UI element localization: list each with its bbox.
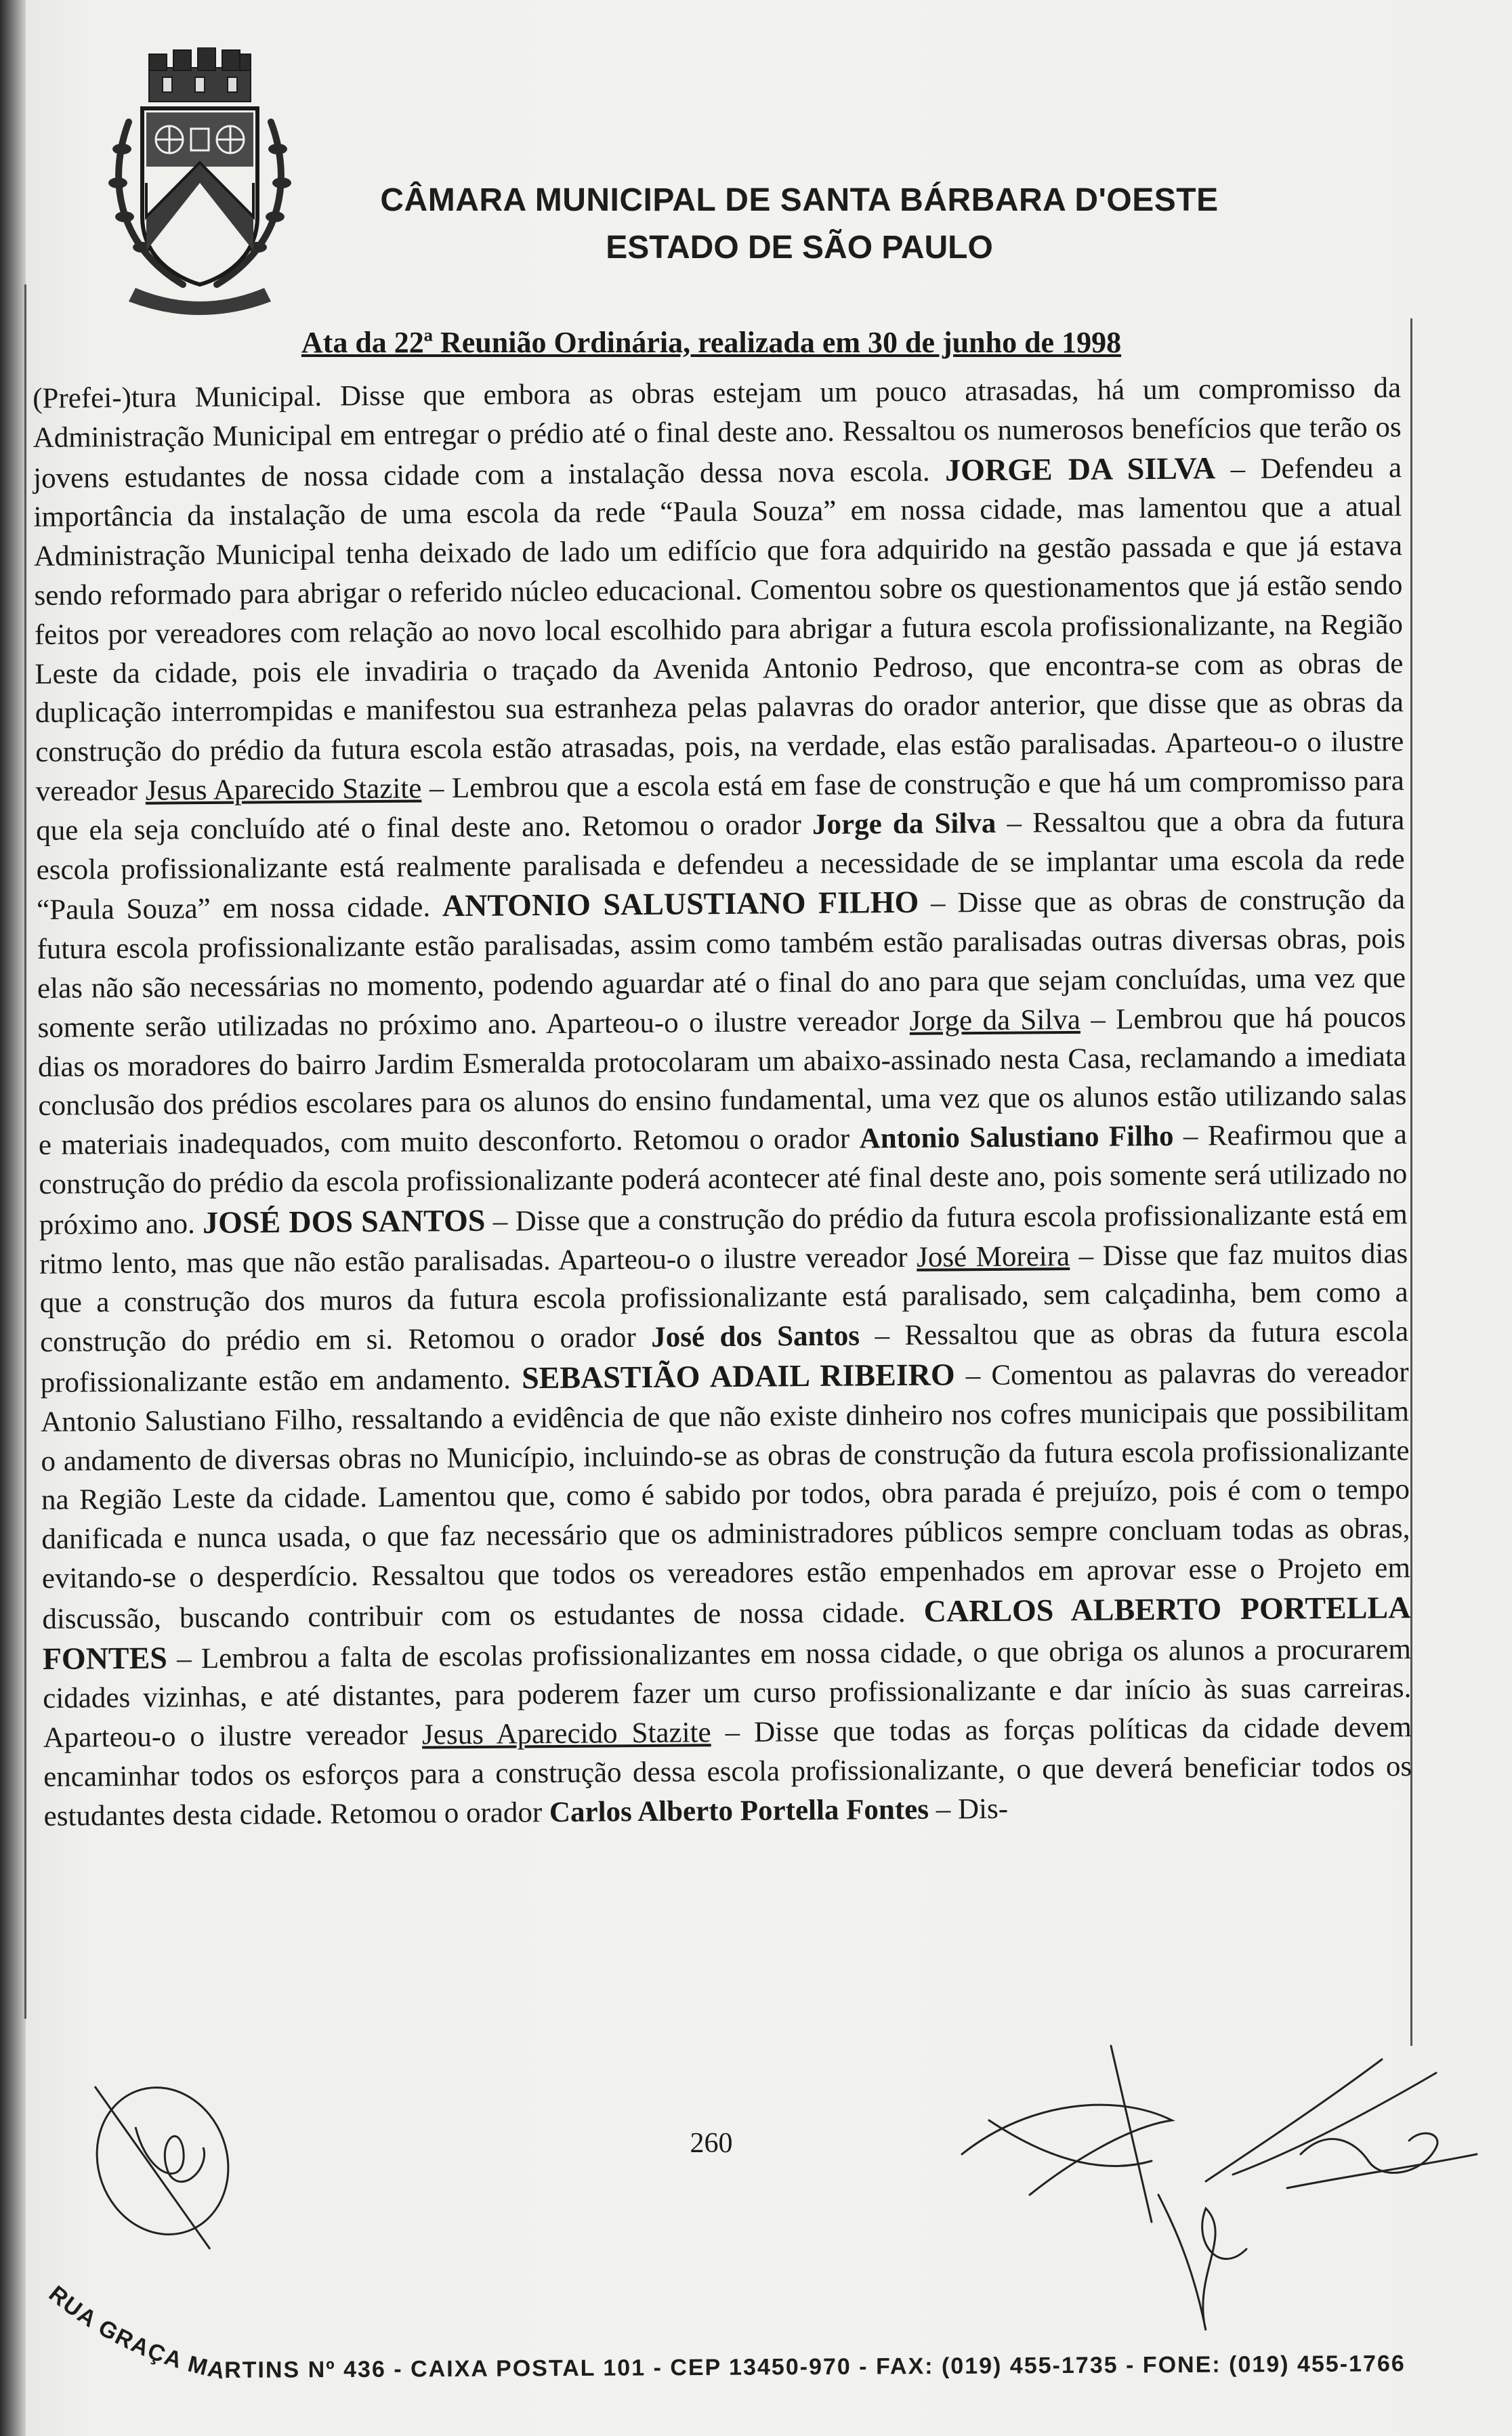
speaker-name: Antonio Salustiano Filho [859, 1120, 1174, 1155]
text-segment: – Disse que a construção do prédio da futura escola profissionalizante está em ritmo lento, mas que não estão paralisadas. Aparteou-o o ilustre vereador [39, 1198, 1408, 1280]
organization-name: CÂMARA MUNICIPAL DE SANTA BÁRBARA D'OESTE [380, 182, 1219, 218]
minutes-body [33, 369, 1412, 1836]
footer-address-text: RUA GRAÇA MARTINS Nº 436 - CAIXA POSTAL 101 - CEP 13450-970 - FAX: (019) 455-1735 - FONE: (019) 455-1766 [43, 2283, 1406, 2385]
speaker-name: Carlos Alberto Portella Fontes [549, 1793, 929, 1828]
speaker-name: José dos Santos [651, 1320, 860, 1353]
aparte-name: Jorge da Silva [909, 1003, 1081, 1037]
text-segment: – Disse que as obras de construção da futura escola profissionalizante estão paralisadas, assim como também estão paralisadas outras diversas obras, pois elas não são necessárias no momento, podendo aguardar até o final do ano para que sejam concluídas, uma vez que somente serão utilizadas no próximo ano. Aparteou-o o ilustre vereador [37, 883, 1406, 1044]
speaker-name: JOSÉ DOS SANTOS [202, 1202, 486, 1240]
margin-rule-left [24, 285, 26, 2019]
text-segment: – Ressaltou que a obra da futura escola profissionalizante está realmente paralisada e defendeu a necessidade de se implantar uma escola da rede “Paula Souza” em nossa cidade. [36, 803, 1405, 927]
speaker-name: Jorge da Silva [812, 807, 996, 841]
text-segment: (Prefei-)tura Municipal. Disse que embora as obras estejam um pouco atrasadas, há um compromisso da Administração Municipal em entregar o prédio até o final deste ano. Ressaltou os numerosos benefícios que terão os jovens estudantes de nossa cidade com a instalação dessa nova escola. [33, 372, 1402, 495]
footer-address [41, 2283, 1436, 2391]
speaker-name: JORGE DA SILVA [944, 450, 1216, 488]
text-segment: – Disse que todas as forças políticas da cidade devem encaminhar todos os esforços para a construção dessa escola profissionalizante, o que deverá beneficiar todos os estudantes desta cidade. Retomou o orador [43, 1711, 1412, 1832]
svg-text:RUA GRAÇA MARTINS Nº 436 - CAI [44, 2283, 1406, 2385]
text-segment: – Ressaltou que as obras da futura escola profissionalizante estão em andamento. [40, 1316, 1409, 1399]
minutes-title: Ata da 22ª Reunião Ordinária, realizada em 30 de junho de 1998 [301, 326, 1122, 359]
speaker-name: ANTONIO SALUSTIANO FILHO [442, 885, 919, 923]
scan-shadow-edge [0, 0, 26, 2436]
coat-of-arms-icon [102, 47, 298, 318]
aparte-name: José Moreira [916, 1240, 1070, 1274]
page-number: 260 [690, 2128, 733, 2159]
text-segment: – Comentou as palavras do vereador Antonio Salustiano Filho, ressaltando a evidência de que não existe dinheiro nos cofres municipais que possibilitam o andamento de diversas obras no Município, incluindo-se as obras de construção da futura escola profissionalizante na Região Leste da cidade. Lamentou que, como é sabido por todos, obra parada é prejuízo, pois é com o tempo danificada e nunca usada, o que faz necessário que os administradores públicos sempre concluam todas as obras, evitando-se o desperdício. Ressaltou que todos os vereadores estão empenhados em aprovar esse o Projeto em discussão, buscando contribuir com os estudantes de nossa cidade. [40, 1356, 1411, 1635]
text-segment: – Dis- [928, 1792, 1009, 1826]
speaker-name: SEBASTIÃO ADAIL RIBEIRO [521, 1357, 955, 1395]
text-segment: – Lembrou que há poucos dias os moradores do bairro Jardim Esmeralda protocolaram um abaixo-assinado nesta Casa, reclamando a imediata conclusão dos prédios escolares para os alunos do ensino fundamental, uma vez que os alunos estão utilizando salas e materiais inadequados, com muito desconforto. Retomou o orador [37, 1001, 1407, 1162]
text-segment: – Reafirmou que a construção do prédio da escola profissionalizante poderá acontecer até final deste ano, pois somente será utilizado no próximo ano. [39, 1118, 1408, 1241]
initials-signature-icon [54, 2046, 278, 2269]
state-name: ESTADO DE SÃO PAULO [606, 230, 993, 266]
text-segment: – Defendeu a importância da instalação de uma escola da rede “Paula Souza” em nossa cidade, mas lamentou que a atual Administração Municipal tenha deixado de lado um edifício que fora adquirido na gestão passada e que já estava sendo reformado para abrigar o referido núcleo educacional. Comentou sobre os questionamentos que já estão sendo feitos por vereadores com relação ao novo local escolhido para abrigar a futura escola profissionalizante, na Região Leste da cidade, pois ele invadiria o traçado da Avenida Antonio Pedroso, que encontra-se com as obras de duplicação interrompidas e manifestou sua estranheza pelas palavras do orador anterior, que disse que as obras da construção do prédio da futura escola estão atrasadas, pois, na verdade, elas estão paralisadas. Aparteou-o o ilustre vereador [33, 451, 1404, 807]
speaker-name: CARLOS ALBERTO PORTELLA FONTES [42, 1589, 1411, 1676]
aparte-name: Jesus Aparecido Stazite [421, 1717, 711, 1751]
text-segment: – Disse que faz muitos dias que a construção dos muros da futura escola profissionalizante está paralisado, sem calçadinha, bem como a construção do prédio em si. Retomou o orador [39, 1237, 1408, 1359]
aparte-name: Jesus Aparecido Stazite [145, 772, 422, 807]
text-segment: – Lembrou a falta de escolas profissionalizantes em nossa cidade, o que obriga os alunos a procurarem cidades vizinhas, e até distantes, para poderem fazer um curso profissionalizante e dar início às suas carreiras. Aparteou-o o ilustre vereador [43, 1633, 1412, 1755]
text-segment: – Lembrou que a escola está em fase de construção e que há um compromisso para que ela seja concluído até o final deste ano. Retomou o orador [36, 765, 1404, 847]
